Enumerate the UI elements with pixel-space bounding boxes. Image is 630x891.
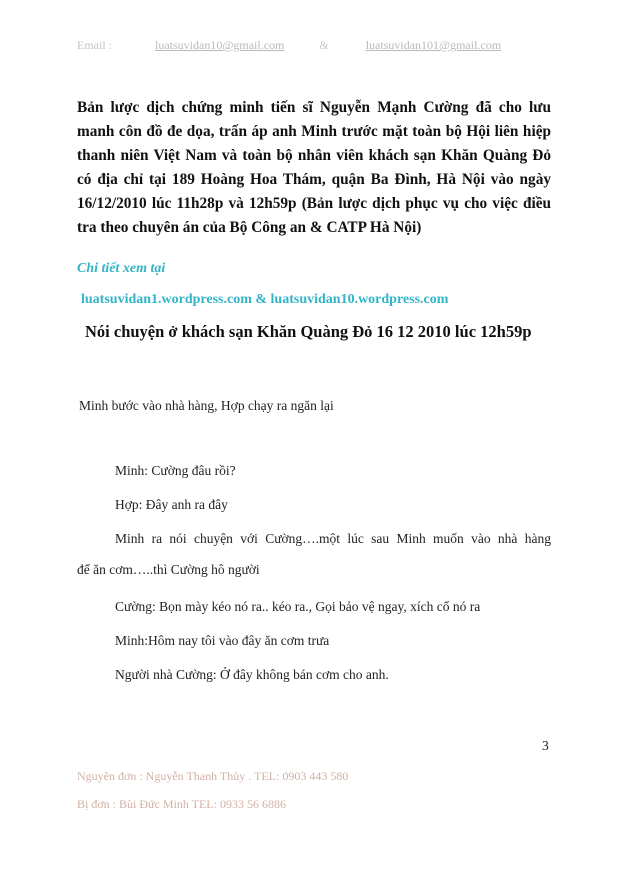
dialogue-line-2: Hợp: Đây anh ra đây xyxy=(115,497,228,512)
dialogue-line-3: Cường: Bọn mày kéo nó ra.. kéo ra., Gọi bảo vệ ngay, xích cổ nó ra xyxy=(115,599,481,614)
dialogue-paragraph xyxy=(77,531,551,578)
email-link-1[interactable]: luatsuvidan10@gmail.com xyxy=(155,38,285,52)
page-number: 3 xyxy=(542,738,549,753)
email-label: Email : xyxy=(77,38,112,52)
ampersand: & xyxy=(319,38,329,52)
footer-defendant: Bị đơn : Bùi Đức Minh TEL: 0933 56 6886 xyxy=(77,797,286,811)
paragraph-line-2: để ăn cơm…..thì Cường hô người xyxy=(77,562,260,577)
blog-links[interactable]: luatsuvidan1.wordpress.com & luatsuvidan10.wordpress.com xyxy=(81,292,449,307)
email-link-2[interactable]: luatsuvidan101@gmail.com xyxy=(365,38,502,52)
detail-label: Chi tiết xem tại xyxy=(77,261,166,276)
section-heading: Nói chuyện ở khách sạn Khăn Quàng Đỏ 16 12 2010 lúc 12h59p xyxy=(85,322,532,341)
footer-plaintiff: Nguyên đơn : Nguyễn Thanh Thủy . TEL: 0903 443 580 xyxy=(77,769,349,783)
intro-line: Minh bước vào nhà hàng, Hợp chạy ra ngăn lại xyxy=(79,398,334,413)
paragraph-line-1: Minh ra nói chuyện với Cường….một lúc sau Minh muốn vào nhà hàng xyxy=(115,531,551,546)
dialogue-line-4: Minh:Hôm nay tôi vào đây ăn cơm trưa xyxy=(115,633,330,648)
document-title: Bản lược dịch chứng minh tiến sĩ Nguyễn Mạnh Cường đã cho lưu manh côn đồ đe dọa, trấn áp anh Minh trước mặt toàn bộ Hội liên hiệp thanh niên Việt Nam và toàn bộ nhân viên khách sạn Khăn Quàng Đỏ có địa chỉ tại 189 Hoàng Hoa Thám, quận Ba Đình, Hà Nội vào ngày 16/12/2010 lúc 11h28p và 12h59p (Bản lược dịch phục vụ cho việc điều tra theo chuyên án của Bộ Công an & CATP Hà Nội) xyxy=(77,99,551,236)
email-header xyxy=(77,38,501,53)
dialogue-line-5: Người nhà Cường: Ở đây không bán cơm cho anh. xyxy=(115,667,389,682)
dialogue-line-1: Minh: Cường đâu rồi? xyxy=(115,463,236,478)
